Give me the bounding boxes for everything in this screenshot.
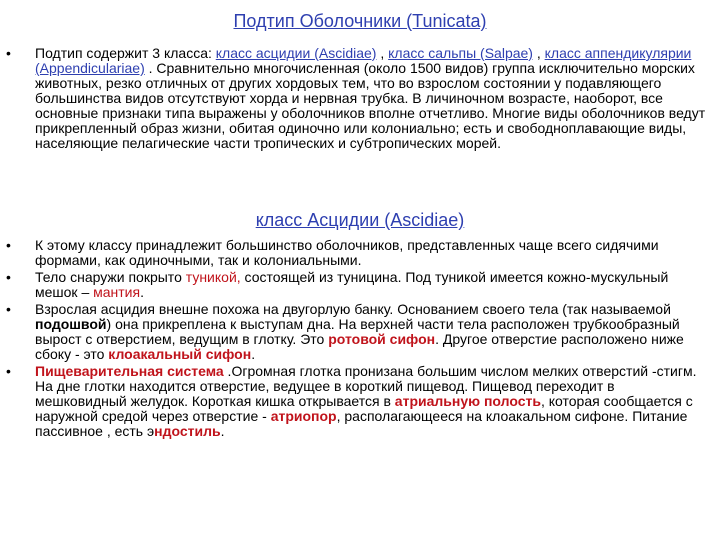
- term-mantle: мантия: [93, 284, 141, 300]
- term-atrial-cavity: атриальную полость: [394, 393, 541, 409]
- intro-block: [6, 46, 706, 151]
- bullet-icon: •: [6, 45, 11, 61]
- list-item: • Подтип содержит 3 класса: класс асцидии (Ascidiae) , класс сальпы (Salpae) , класс аппендикулярии (Appendiculariae) . Сравнительно многочисленная (около 1500 видов) группа исключительно морских животных, резко отличных от других хордовых тем, что во взрослом состоянии у подавляющего большинства видов отсутствуют хорда и нервная трубка. В личиночном возрасте, наоборот, все основные признаки типа выражены у оболочников вполне отчетливо. Многие виды оболочников ведут прикрепленный образ жизни, обитая одиночно или колониально; есть и свободноплавающие виды, населяющие пелагические части тропических и субтропических морей.: [6, 45, 706, 151]
- term-tunic: туникой,: [185, 269, 241, 285]
- link-salpae[interactable]: класс сальпы (Salpae): [388, 45, 533, 61]
- bullet-icon: •: [6, 237, 11, 253]
- term-oral-siphon: ротовой сифон: [328, 331, 436, 347]
- bullet-icon: •: [6, 269, 11, 285]
- list-item: • Тело снаружи покрыто туникой, состоящей из туницина. Под туникой имеется кожно-мускульный мешок – мантия.: [6, 269, 669, 300]
- bullet-icon: •: [6, 363, 11, 379]
- term-endostyle: ндостиль: [154, 423, 221, 439]
- term-sole: подошвой: [35, 316, 107, 332]
- term-digestive-system: Пищеварительная система: [35, 363, 224, 379]
- bullet-icon: •: [6, 301, 11, 317]
- link-appendiculariae[interactable]: класс аппендикулярии (Appendiculariae): [35, 45, 692, 76]
- section-heading: класс Асцидии (Ascidiae): [255, 210, 465, 230]
- list-item: • К этому классу принадлежит большинство оболочников, представленных чаще всего сидячими формами, как одиночными, так и колониальными.: [6, 237, 659, 268]
- page-title: Подтип Оболочники (Tunicata): [233, 11, 487, 31]
- term-cloacal-siphon: клоакальный сифон: [108, 346, 252, 362]
- ascidiae-block: [6, 238, 706, 441]
- link-ascidiae[interactable]: класс асцидии (Ascidiae): [215, 45, 377, 61]
- list-item: • Пищеварительная система .Огромная глотка пронизана большим числом мелких отверстий -стигм. На дне глотки находится отверстие, ведущее в короткий пищевод. Пищевод переходит в мешковидный желудок. Короткая кишка открывается в атриальную полость, которая сообщается с наружной средой через отверстие - атриопор, располагающееся на клоакальном сифоне. Питание пассивное , есть эндостиль.: [6, 363, 697, 439]
- term-atriopore: атриопор: [270, 408, 337, 424]
- list-item: • Взрослая асцидия внешне похожа на двугорлую банку. Основанием своего тела (так называемой подошвой) она прикреплена к выступам дна. На верхней части тела расположен трубкообразный вырост с отверстием, ведущим в глотку. Это ротовой сифон. Другое отверстие расположено ниже сбоку - это клоакальный сифон.: [6, 301, 684, 362]
